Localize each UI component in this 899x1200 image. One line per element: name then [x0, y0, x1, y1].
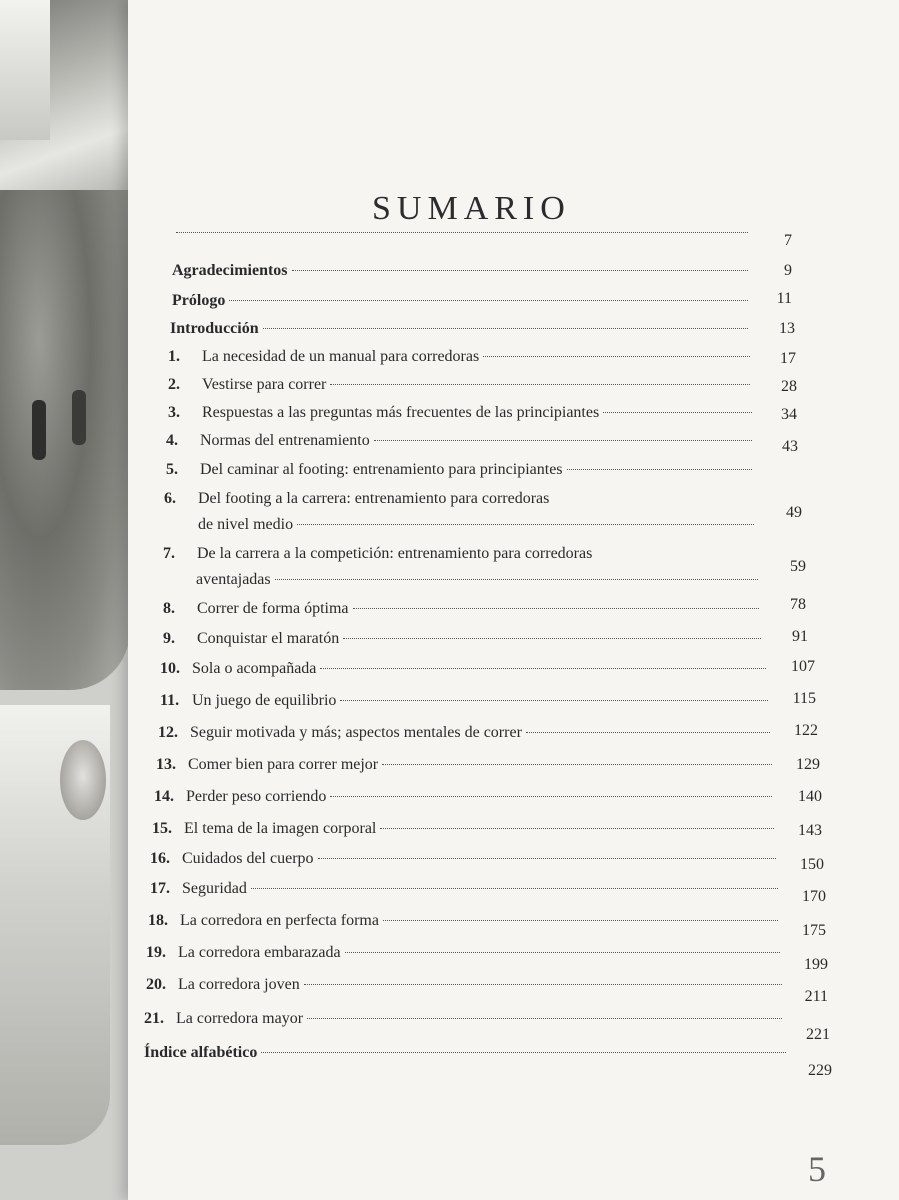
toc-entry [168, 376, 754, 394]
toc-entry-label: La necesidad de un manual para corredoras [202, 348, 480, 365]
toc-entry-number: 11. [160, 692, 180, 709]
toc-entry-label: La corredora joven [178, 976, 300, 993]
toc-entry-number: 20. [146, 976, 166, 993]
toc-entry [150, 850, 780, 868]
toc-entry-label: La corredora embarazada [178, 944, 341, 961]
toc-entry-label: La corredora mayor [176, 1010, 304, 1027]
toc-entry [166, 432, 756, 450]
dot-leader [380, 828, 774, 829]
toc-entry-number: 13. [156, 756, 176, 773]
toc-entry-number: 3. [168, 404, 180, 421]
toc-entry-number: 17. [150, 880, 170, 897]
toc-entry-label: Cuidados del cuerpo [182, 850, 314, 867]
toc-page-number: 140 [798, 788, 822, 805]
toc-page-number: 143 [798, 822, 822, 839]
toc-entry-label: Agradecimientos [172, 262, 288, 279]
toc-entry-number: 9. [163, 630, 175, 647]
toc-entry-label: Conquistar el maratón [197, 630, 340, 647]
toc-page-number: 199 [804, 956, 828, 973]
toc-entry-number: 4. [166, 432, 178, 449]
toc-entry-label: aventajadas [196, 571, 271, 588]
toc-page-number: 43 [782, 438, 798, 455]
toc-entry-number: 18. [148, 912, 168, 929]
toc-page-number: 150 [800, 856, 824, 873]
toc-entry-lead [172, 236, 752, 237]
toc-entry-number: 2. [168, 376, 180, 393]
toc-entry-label: Comer bien para correr mejor [188, 756, 379, 773]
toc-entry-label: de nivel medio [198, 516, 294, 533]
toc-entry-label: Normas del entrenamiento [200, 432, 370, 449]
toc-entry [150, 880, 782, 898]
toc-entry-label: Seguridad [182, 880, 247, 897]
page-title: SUMARIO [372, 190, 571, 227]
toc-page-number: 13 [779, 320, 795, 337]
dot-leader [263, 328, 748, 329]
toc-entry [152, 820, 778, 838]
toc-entry-number: 19. [146, 944, 166, 961]
toc-page-number: 49 [786, 504, 802, 521]
toc-entry [168, 348, 754, 366]
toc-entry-number: 1. [168, 348, 180, 365]
toc-page-number: 129 [796, 756, 820, 773]
toc-entry [148, 912, 782, 930]
toc-page-number: 211 [804, 988, 828, 1005]
toc-entry [160, 692, 772, 710]
toc-entry [163, 545, 763, 563]
toc-entry-label: Prólogo [172, 292, 226, 309]
toc-entry-label: Respuestas a las preguntas más frecuentes de las principiantes [202, 404, 600, 421]
toc-entry-number: 10. [160, 660, 180, 677]
toc-entry [166, 461, 756, 479]
toc-entry [158, 724, 774, 742]
toc-entry-label: Del footing a la carrera: entrenamiento para corredoras [198, 490, 550, 507]
dot-leader [330, 796, 772, 797]
toc-page-number: 229 [808, 1062, 832, 1079]
dot-leader [330, 384, 750, 385]
toc-entry-label: De la carrera a la competición: entrenamiento para corredoras [197, 545, 593, 562]
toc-entry-number: 15. [152, 820, 172, 837]
toc-entry-number: 5. [166, 461, 178, 478]
toc-entry-label: Correr de forma óptima [197, 600, 349, 617]
dot-leader [307, 1018, 782, 1019]
toc-entry-label: Introducción [170, 320, 259, 337]
toc-page-number: 59 [790, 558, 806, 575]
dot-leader [603, 412, 752, 413]
toc-entry [160, 660, 770, 678]
toc-page-number: 107 [791, 658, 815, 675]
toc-page-number: 175 [802, 922, 826, 939]
toc-page-number: 28 [781, 378, 797, 395]
dot-leader [229, 300, 748, 301]
dot-leader [353, 608, 760, 609]
toc-page-number: 17 [780, 350, 796, 367]
dot-leader [374, 440, 752, 441]
dot-leader [567, 469, 752, 470]
toc-entry-label: Del caminar al footing: entrenamiento para principiantes [200, 461, 563, 478]
toc-entry [154, 788, 776, 806]
dot-leader [176, 232, 748, 233]
toc-entry-continued [198, 516, 758, 534]
toc-entry [156, 756, 776, 774]
toc-page-number: 221 [806, 1026, 830, 1043]
toc-entry [144, 1044, 790, 1062]
toc-entry-label: Sola o acompañada [192, 660, 317, 677]
dot-leader [343, 638, 761, 639]
toc-entry-number: 7. [163, 545, 175, 562]
dot-leader [275, 579, 758, 580]
toc-entry-label: Un juego de equilibrio [192, 692, 337, 709]
toc-page-number: 9 [784, 262, 792, 279]
toc-entry [144, 1010, 786, 1028]
toc-entry-label: Índice alfabético [144, 1044, 258, 1061]
dot-leader [345, 952, 780, 953]
toc-entry [168, 404, 756, 422]
dot-leader [297, 524, 754, 525]
toc-entry-number: 8. [163, 600, 175, 617]
toc-entry-number: 16. [150, 850, 170, 867]
toc-page-number: 11 [776, 290, 792, 307]
dot-leader [320, 668, 766, 669]
dot-leader [383, 920, 778, 921]
toc-page-number: 170 [802, 888, 826, 905]
toc-entry-label: Vestirse para correr [202, 376, 327, 393]
toc-page-number: 122 [794, 722, 818, 739]
dot-leader [304, 984, 782, 985]
toc-entry [172, 262, 752, 280]
dot-leader [251, 888, 778, 889]
toc-page-number: 7 [784, 232, 792, 249]
toc-entry-number: 14. [154, 788, 174, 805]
toc-page-number: 115 [792, 690, 816, 707]
toc-entry [163, 600, 763, 618]
dot-leader [318, 858, 776, 859]
page-folio: 5 [808, 1149, 826, 1189]
toc-entry-number: 6. [164, 490, 176, 507]
toc-entry-label: Perder peso corriendo [186, 788, 327, 805]
toc-entry [146, 976, 786, 994]
dot-leader [292, 270, 748, 271]
toc-entry-label: La corredora en perfecta forma [180, 912, 379, 929]
toc-page-number: 91 [792, 628, 808, 645]
toc-entry-number: 12. [158, 724, 178, 741]
dot-leader [526, 732, 770, 733]
toc-entry-label: Seguir motivada y más; aspectos mentales de correr [190, 724, 522, 741]
toc-entry [163, 630, 765, 648]
dot-leader [382, 764, 772, 765]
toc-entry [170, 320, 752, 338]
dot-leader [261, 1052, 786, 1053]
toc-page-number: 78 [790, 596, 806, 613]
toc-entry-label: El tema de la imagen corporal [184, 820, 377, 837]
dot-leader [483, 356, 750, 357]
dot-leader [340, 700, 768, 701]
toc-entry [164, 490, 764, 508]
toc-entry [172, 292, 752, 310]
toc-entry-number: 21. [144, 1010, 164, 1027]
toc-entry [146, 944, 784, 962]
toc-page-number: 34 [781, 406, 797, 423]
toc-entry-continued [196, 571, 762, 589]
